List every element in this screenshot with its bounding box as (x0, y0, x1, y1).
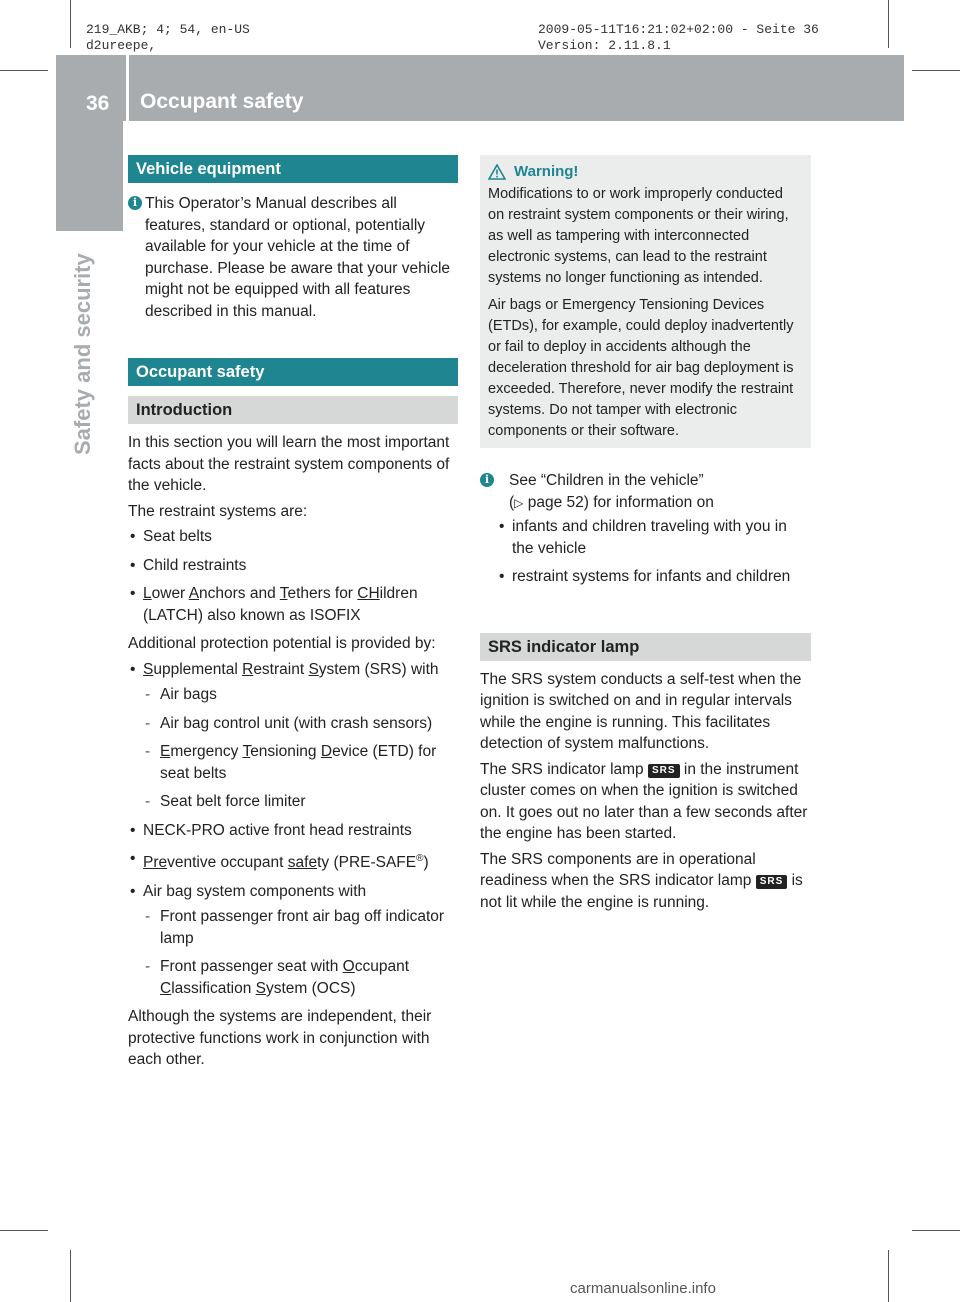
systems-intro: The restraint systems are: (128, 502, 308, 520)
header-divider (126, 55, 129, 121)
children-note (480, 470, 811, 588)
srs-lamp-icon: SRS (648, 764, 680, 778)
crop-mark (912, 1230, 960, 1231)
side-tab-label: Safety and security (70, 253, 95, 455)
meta-line: Version: 2.11.8.1 (538, 38, 671, 53)
right-column (480, 155, 811, 917)
crop-mark (0, 1230, 48, 1231)
srs-lamp-icon: SRS (756, 875, 788, 889)
subheading-introduction: Introduction (128, 396, 458, 424)
crop-mark (912, 70, 960, 71)
sublist-item: - Seat belt force limiter (143, 791, 458, 813)
watermark: carmanualsonline.info (570, 1280, 716, 1297)
warning-paragraph: Modifications to or work improperly conducted on restraint system components or their wiring, as well as tampering with interconnected electronic systems, can lead to the restraint systems no longer functioning as intended. (488, 186, 789, 286)
restraint-systems-list (128, 526, 458, 626)
list-item: • Child restraints (128, 555, 458, 577)
crop-mark (0, 70, 48, 71)
list-item: • restraint systems for infants and children (497, 566, 811, 588)
left-column (128, 155, 458, 1075)
meta-line: 2009-05-11T16:21:02+02:00 - Seite 36 (538, 22, 819, 37)
list-item-latch: • Lower Anchors and Tethers for CHildren (LATCH) also known as ISOFIX (128, 583, 458, 626)
info-icon: i (128, 196, 142, 210)
airbag-sublist (143, 906, 458, 999)
children-note-list (497, 516, 811, 588)
meta-line: 219_AKB; 4; 54, en-US (86, 22, 250, 37)
print-meta-right (538, 22, 819, 54)
warning-paragraph: Air bags or Emergency Tensioning Devices (ETDs), for example, could deploy inadvertently or fail to deploy in accidents although the deceleration threshold for air bag deployment is exceeded. Therefore, never modify the restraint systems. Do not tamper with electronic components or their software. (488, 297, 794, 439)
sublist-item-ocs: - Front passenger seat with Occupant Classification System (OCS) (143, 956, 458, 999)
warning-title-text: Warning! (514, 163, 579, 180)
print-meta-left (86, 22, 250, 54)
info-note (128, 193, 458, 322)
sublist-item: - Air bags (143, 684, 458, 706)
additional-intro: Additional protection potential is provided by: (128, 635, 436, 652)
warning-triangle-icon (488, 164, 506, 180)
sublist-item: - Front passenger front air bag off indicator lamp (143, 906, 458, 949)
srs-sublist (143, 684, 458, 813)
page-pointer-icon[interactable]: ▷ (514, 495, 524, 510)
crop-mark (70, 0, 71, 48)
additional-protection-list (128, 659, 458, 1000)
info-text: This Operator’s Manual describes all features, standard or optional, potentially available for your vehicle at the time of purchase. Please be aware that your vehicle might not be equipped with all features described in this manual. (145, 195, 451, 320)
meta-line: d2ureepe, (86, 38, 157, 53)
children-note-text: See “Children in the vehicle” (▷ page 52) for information on (509, 472, 714, 511)
list-item: • infants and children traveling with you in the vehicle (497, 516, 811, 559)
list-item-presafe: • Preventive occupant safety (PRE-SAFE®) (128, 848, 458, 874)
subheading-srs-indicator-lamp: SRS indicator lamp (480, 633, 811, 661)
page-number: 36 (86, 92, 110, 115)
crop-mark (888, 0, 889, 48)
list-item: • Seat belts (128, 526, 458, 548)
srs-paragraph: The SRS indicator lamp SRS in the instrument cluster comes on when the ignition is switched on. It goes out no later than a few seconds after the engine has been started. (480, 760, 808, 842)
info-icon: i (480, 473, 494, 487)
crop-mark (70, 1250, 71, 1302)
list-item-srs: • Supplemental Restraint System (SRS) with - Air bags - Air bag control unit (with crash sensors) - Emergency Tensioning Device (ETD) for seat belts - Seat belt force limiter (128, 659, 458, 813)
list-item: • NECK-PRO active front head restraints (128, 820, 458, 842)
crop-mark (888, 1250, 889, 1302)
list-item-airbag-components: • Air bag system components with - Front passenger front air bag off indicator lamp - Front passenger seat with Occupant Classification System (OCS) (128, 881, 458, 1000)
warning-title (488, 161, 803, 182)
intro-paragraph: In this section you will learn the most important facts about the restraint system components of the vehicle. (128, 434, 450, 494)
page-title: Occupant safety (140, 90, 304, 113)
section-heading-vehicle-equipment: Vehicle equipment (128, 155, 458, 183)
srs-paragraph: The SRS system conducts a self-test when the ignition is switched on and in regular intervals while the engine is running. This facilitates detection of system malfunctions. (480, 670, 802, 752)
sublist-item: - Air bag control unit (with crash sensors) (143, 713, 458, 735)
srs-paragraph: The SRS components are in operational readiness when the SRS indicator lamp SRS is not lit while the engine is running. (480, 850, 803, 911)
warning-box (480, 155, 811, 448)
conclusion-paragraph: Although the systems are independent, their protective functions work in conjunction with each other. (128, 1008, 432, 1069)
section-heading-occupant-safety: Occupant safety (128, 358, 458, 386)
sublist-item-etd: - Emergency Tensioning Device (ETD) for seat belts (143, 741, 458, 784)
